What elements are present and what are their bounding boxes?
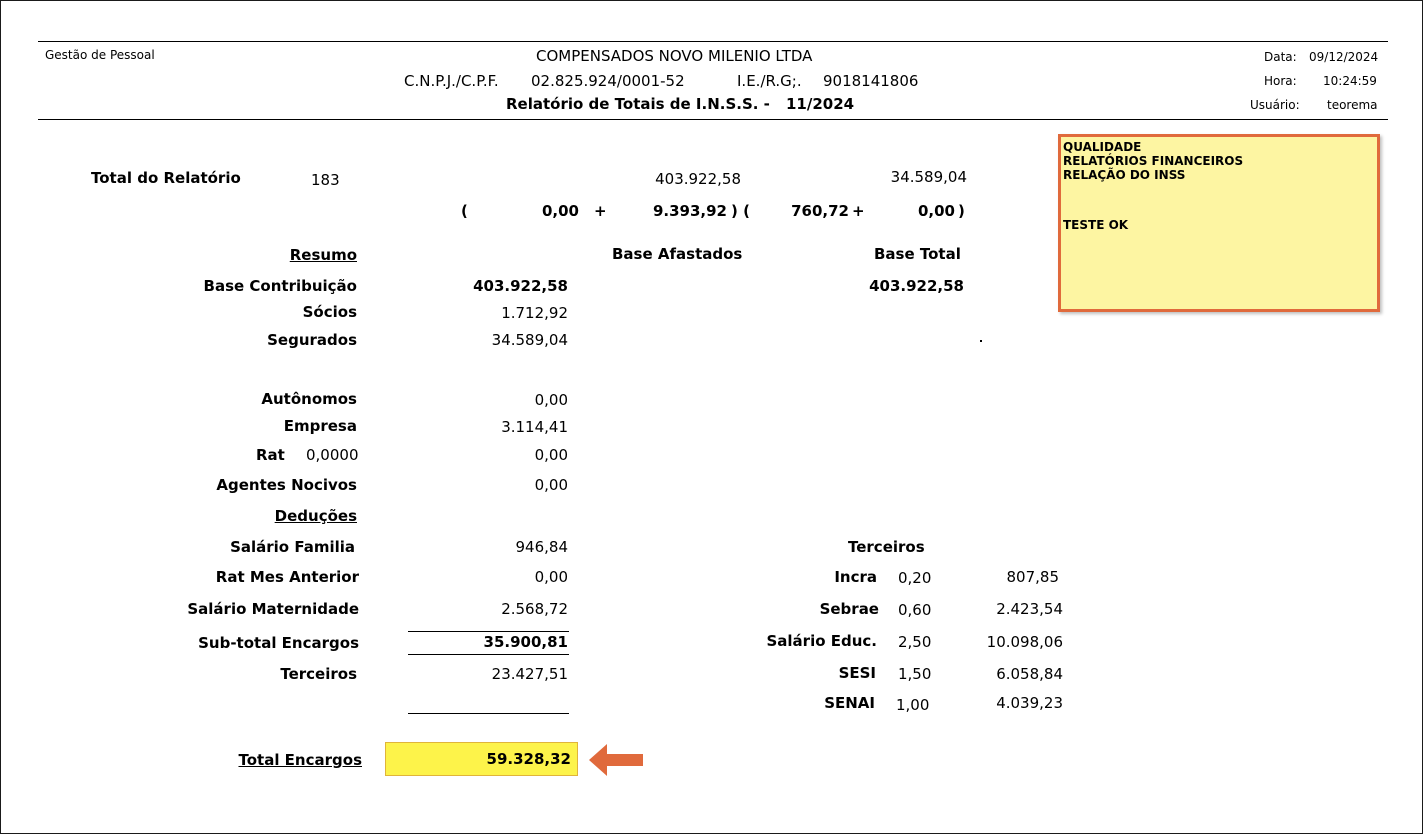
subtotal-underline (408, 654, 569, 655)
incra-label: Incra (834, 568, 877, 586)
rat-rate: 0,0000 (306, 446, 359, 464)
note-line-4: TESTE OK (1063, 218, 1129, 232)
total-v2: 9.393,92 (652, 202, 727, 220)
total-base: 403.922,58 (655, 170, 741, 188)
segurados-value: 34.589,04 (491, 331, 568, 349)
agentes-nocivos-value: 0,00 (534, 476, 568, 494)
salario-maternidade-label: Salário Maternidade (187, 600, 359, 618)
subtotal-encargos-value: 35.900,81 (483, 633, 568, 651)
total-v4: 0,00 (917, 202, 955, 220)
rat-mes-anterior-value: 0,00 (534, 568, 568, 586)
plus-1: + (594, 202, 607, 220)
sesi-value: 6.058,84 (996, 665, 1063, 683)
time-value: 10:24:59 (1323, 74, 1377, 88)
note-line-1: QUALIDADE (1063, 140, 1142, 154)
salario-educ-value: 10.098,06 (986, 633, 1063, 651)
cnpj-label: C.N.P.J./C.P.F. (404, 72, 499, 90)
salario-familia-value: 946,84 (515, 538, 568, 556)
total-v3: 760,72 (791, 202, 849, 220)
socios-label: Sócios (302, 303, 357, 321)
total-segurados: 34.589,04 (890, 168, 967, 186)
date-value: 09/12/2024 (1309, 50, 1379, 64)
cnpj-value: 02.825.924/0001-52 (531, 72, 685, 90)
company-name: COMPENSADOS NOVO MILENIO LTDA (536, 47, 813, 65)
header-bottom-rule (38, 119, 1388, 120)
segurados-label: Segurados (267, 331, 357, 349)
total-report-label: Total do Relatório (91, 169, 241, 187)
subtotal-encargos-label: Sub-total Encargos (198, 634, 359, 652)
paren-open-1: ( (461, 202, 468, 220)
sesi-label: SESI (838, 664, 876, 682)
ie-label: I.E./R.G;. (737, 72, 802, 90)
report-title: Relatório de Totais de I.N.S.S. - (506, 95, 770, 113)
rat-value: 0,00 (534, 446, 568, 464)
note-line-3: RELAÇÃO DO INSS (1063, 168, 1186, 182)
header-top-rule (38, 41, 1388, 42)
autonomos-label: Autônomos (261, 390, 357, 408)
terceiros-total-label: Terceiros (280, 665, 357, 683)
subtotal-rule (408, 631, 569, 632)
left-arrow-icon (589, 742, 645, 778)
total-v1: 0,00 (541, 202, 579, 220)
sesi-rate: 1,50 (898, 665, 932, 683)
rat-label: Rat (256, 446, 285, 464)
sebrae-value: 2.423,54 (996, 600, 1063, 618)
total-encargos-value: 59.328,32 (486, 750, 571, 768)
base-afastados-heading: Base Afastados (612, 245, 743, 263)
senai-label: SENAI (824, 694, 875, 712)
user-value: teorema (1327, 98, 1378, 112)
base-contribuicao-label: Base Contribuição (203, 277, 357, 295)
stray-dot (980, 340, 982, 342)
sebrae-rate: 0,60 (898, 601, 932, 619)
agentes-nocivos-label: Agentes Nocivos (216, 476, 357, 494)
plus-2: + (852, 202, 865, 220)
note-line-2: RELATÓRIOS FINANCEIROS (1063, 154, 1244, 168)
terceiros-heading: Terceiros (848, 538, 925, 556)
resumo-heading: Resumo (289, 246, 357, 264)
user-label: Usuário: (1250, 98, 1300, 112)
paren-close-2: ) (958, 202, 965, 220)
module-name: Gestão de Pessoal (45, 48, 155, 62)
ie-value: 9018141806 (823, 72, 919, 90)
sebrae-label: Sebrae (819, 600, 879, 618)
autonomos-value: 0,00 (534, 391, 568, 409)
total-encargos-label: Total Encargos (238, 751, 362, 769)
socios-value: 1.712,92 (501, 304, 568, 322)
sticky-note (1058, 134, 1380, 312)
salario-maternidade-value: 2.568,72 (501, 600, 568, 618)
paren-close-open: ) ( (731, 202, 750, 220)
senai-value: 4.039,23 (996, 694, 1063, 712)
date-label: Data: (1264, 50, 1297, 64)
base-total-heading: Base Total (874, 245, 961, 263)
incra-rate: 0,20 (898, 569, 932, 587)
base-contribuicao-value: 403.922,58 (473, 277, 568, 295)
total-count: 183 (311, 171, 340, 189)
time-label: Hora: (1264, 74, 1297, 88)
salario-educ-rate: 2,50 (898, 633, 932, 651)
salario-educ-label: Salário Educ. (766, 632, 877, 650)
senai-rate: 1,00 (896, 696, 930, 714)
deducoes-heading: Deduções (274, 507, 357, 525)
incra-value: 807,85 (1006, 568, 1059, 586)
empresa-value: 3.114,41 (501, 418, 568, 436)
salario-familia-label: Salário Familia (230, 538, 355, 556)
empresa-label: Empresa (283, 417, 357, 435)
total-rule (408, 713, 569, 714)
base-total-value: 403.922,58 (869, 277, 964, 295)
rat-mes-anterior-label: Rat Mes Anterior (215, 568, 359, 586)
terceiros-total-value: 23.427,51 (491, 665, 568, 683)
report-period: 11/2024 (786, 95, 855, 113)
